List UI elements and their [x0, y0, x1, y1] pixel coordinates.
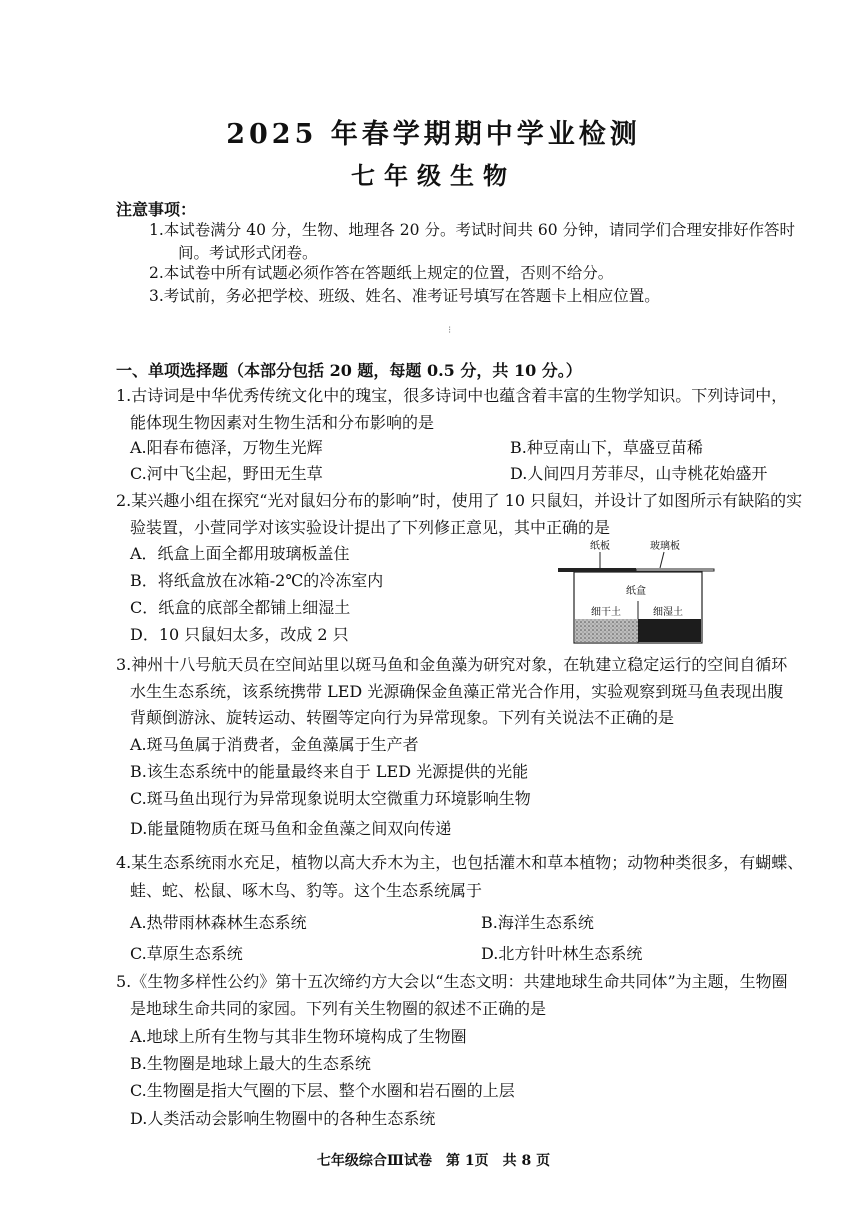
question-5-option-a: A.地球上所有生物与其非生物环境构成了生物圈	[130, 1027, 467, 1046]
section-title: 一、单项选择题（本部分包括 20 题，每题 0.5 分，共 10 分。）	[116, 361, 582, 380]
label-dry-soil: 细干土	[591, 607, 621, 618]
question-3-stem-cont: 水生生态系统，该系统携带 LED 光源确保金鱼藻正常光合作用，实验观察到斑马鱼表现出腹	[130, 682, 784, 701]
notice-heading: 注意事项：	[116, 200, 197, 219]
exam-subtitle: 七年级生物	[351, 161, 516, 190]
notice-item-1-cont: 间。考试形式闭卷。	[178, 244, 318, 262]
dry-soil	[575, 619, 638, 642]
question-5-option-d: D.人类活动会影响生物圈中的各种生态系统	[130, 1109, 436, 1128]
label-glass-board: 玻璃板	[650, 541, 680, 552]
question-1-option-b: B.种豆南山下，草盛豆苗稀	[510, 438, 703, 457]
question-2-option-c: C．纸盒的底部全都铺上细湿土	[130, 598, 351, 617]
question-3-option-a: A.斑马鱼属于消费者，金鱼藻属于生产者	[130, 735, 419, 754]
question-2-stem: 2.某兴趣小组在探究“光对鼠妇分布的影响”时，使用了 10 只鼠妇，并设计了如图所示有缺陷的实	[116, 491, 803, 510]
question-3-stem-cont-2: 背颠倒游泳、旋转运动、转圈等定向行为异常现象。下列有关说法不正确的是	[130, 708, 675, 727]
question-5-option-b: B.生物圈是地球上最大的生态系统	[130, 1054, 371, 1073]
experiment-diagram	[556, 537, 716, 645]
question-3-option-b: B.该生态系统中的能量最终来自于 LED 光源提供的光能	[130, 762, 529, 781]
question-4-option-b: B.海洋生态系统	[481, 913, 594, 932]
question-4-option-d: D.北方针叶林生态系统	[481, 944, 643, 963]
notice-item-3: 3.考试前，务必把学校、班级、姓名、准考证号填写在答题卡上相应位置。	[149, 287, 660, 305]
label-paper-board: 纸板	[590, 541, 610, 552]
notice-item-2: 2.本试卷中所有试题必须作答在答题纸上规定的位置，否则不给分。	[149, 264, 614, 282]
experiment-diagram-svg	[556, 537, 716, 645]
question-1-option-c: C.河中飞尘起，野田无生草	[130, 464, 323, 483]
question-3-option-c: C.斑马鱼出现行为异常现象说明太空微重力环境影响生物	[130, 789, 531, 808]
question-4-option-a: A.热带雨林森林生态系统	[130, 913, 307, 932]
question-5-stem: 5.《生物多样性公约》第十五次缔约方大会以“生态文明：共建地球生命共同体”为主题，生物圈	[116, 972, 788, 991]
question-3-stem: 3.神州十八号航天员在空间站里以斑马鱼和金鱼藻为研究对象，在轨建立稳定运行的空间自循环	[116, 655, 788, 674]
label-wet-soil: 细湿土	[653, 607, 683, 618]
question-4-stem-cont: 蛙、蛇、松鼠、啄木鸟、豹等。这个生态系统属于	[130, 881, 483, 900]
question-2-option-b: B．将纸盒放在冰箱-2℃的冷冻室内	[130, 571, 384, 590]
question-5-option-c: C.生物圈是指大气圈的下层、整个水圈和岩石圈的上层	[130, 1081, 515, 1100]
question-2-option-a: A．纸盒上面全都用玻璃板盖住	[130, 544, 350, 563]
label-box: 纸盒	[626, 586, 646, 597]
question-1-stem-cont: 能体现生物因素对生物生活和分布影响的是	[130, 413, 435, 432]
question-4-stem: 4.某生态系统雨水充足，植物以高大乔木为主，也包括灌木和草本植物；动物种类很多，有蝴蝶、	[116, 853, 804, 872]
question-1-option-a: A.阳春布德泽，万物生光辉	[130, 438, 323, 457]
notice-item-1: 1.本试卷满分 40 分，生物、地理各 20 分。考试时间共 60 分钟，请同学们合理安排好作答时	[149, 221, 796, 239]
question-1-option-d: D.人间四月芳菲尽，山寺桃花始盛开	[510, 464, 768, 483]
wet-soil	[638, 619, 701, 642]
question-2-stem-cont: 验装置，小萱同学对该实验设计提出了下列修正意见，其中正确的是	[130, 518, 611, 537]
scan-mark: ⁝	[448, 325, 452, 336]
question-3-option-d: D.能量随物质在斑马鱼和金鱼藻之间双向传递	[130, 819, 452, 838]
question-1-stem: 1.古诗词是中华优秀传统文化中的瑰宝，很多诗词中也蕴含着丰富的生物学知识。下列诗词中，	[116, 386, 788, 405]
question-2-option-d: D．10 只鼠妇太多，改成 2 只	[130, 625, 349, 644]
question-4-option-c: C.草原生态系统	[130, 944, 243, 963]
glass-pointer	[660, 552, 664, 568]
exam-title: 2025 年春学期期中学业检测	[226, 119, 641, 150]
page-footer: 七年级综合Ⅲ试卷 第 1页 共 8 页	[316, 1153, 551, 1169]
question-5-stem-cont: 是地球生命共同的家园。下列有关生物圈的叙述不正确的是	[130, 999, 547, 1018]
glass-board	[636, 569, 714, 571]
